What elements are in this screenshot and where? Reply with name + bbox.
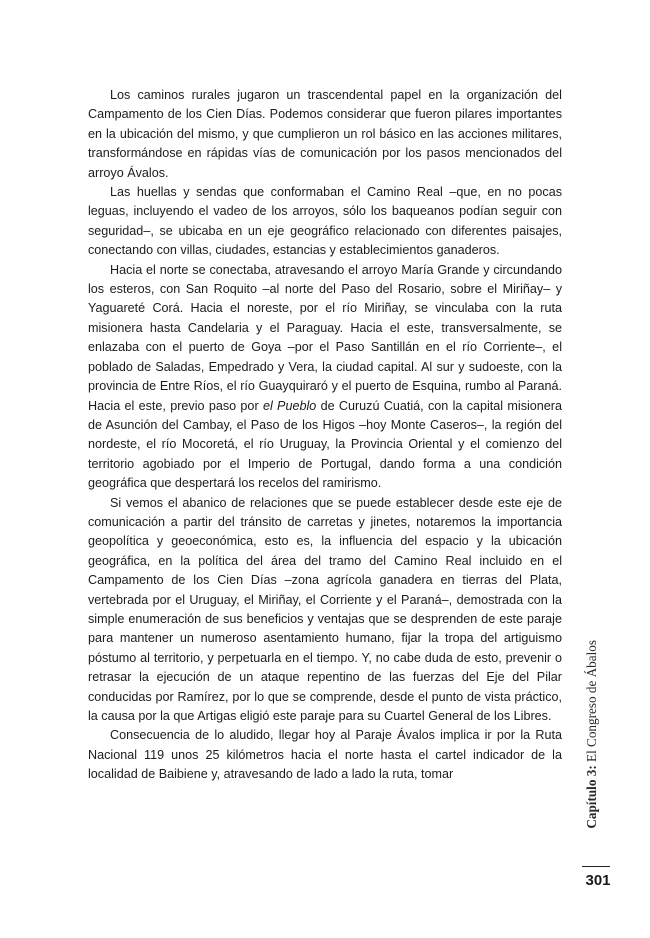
running-header	[576, 640, 600, 860]
paragraph-3-italic: el Pueblo	[262, 398, 317, 413]
page-number-rule	[582, 866, 610, 867]
running-header-text	[580, 640, 604, 860]
paragraph-4: Si vemos el abanico de relaciones que se puede establecer desde este eje de comunicación a partir del tránsito de carretas y jinetes, notaremos la importancia geopolítica y geoeconómica, esto es, la influencia del espacio y la ubicación geográfica, en la política del área del tramo del Camino Real incluido en el Campamento de los Cien Días –zona agrícola ganadera en tierras del Plata, vertebrada por el Uruguay, el Miriñay, el Corriente y el Paraná–, demostrada con la simple enumeración de sus beneficios y ventajas que se desprenden de este paraje para mantener un numeroso asentamiento humano, fijar la tropa del artiguismo póstumo al territorio, y perpetuarla en el tiempo. Y, no cabe duda de esto, prevenir o retrasar la ejecución de un ataque repentino de las fuerzas del Eje del Pilar conducidas por Ramírez, por lo que se comprende, desde el punto de vista práctico, la causa por la que Artigas eligió este paraje para su Cuartel General de los Libres.	[88, 495, 562, 723]
paragraph-3	[88, 261, 562, 494]
paragraph-3-text-a: Hacia el norte se conectaba, atravesando el arroyo María Grande y circundando los esteros, con San Roquito –al norte del Paso del Rosario, sobre el Miriñay– y Yaguareté Corá. Hacia el noreste, por el río Miriñay, se vinculaba con la ruta misionera hasta Candelaria y el Paraguay. Hacia el este, transversalmente, se enlazaba con el puerto de Goya –por el Paso Santillán en el río Corriente–, el poblado de Saladas, Empedrado y Vera, la ciudad capital. Al sur y sudoeste, con la provincia de Entre Ríos, el río Guayquiraró y el puerto de Esquina, rumbo al Paraná. Hacia el este, previo paso por	[88, 262, 562, 413]
paragraph-2: Las huellas y sendas que conformaban el Camino Real –que, en no pocas leguas, incluyendo el vadeo de los arroyos, sólo los baqueanos podían seguir con seguridad–, se ubicaba en un eje geográfico relacionado con diferentes paisajes, conectando con villas, ciudades, estancias y establecimientos ganaderos.	[88, 185, 562, 258]
paragraph-3-text-b: de Curuzú Cuatiá, con la capital misionera de Asunción del Cambay, el Paso de los Higos –hoy Monte Caseros–, la región del nordeste, el río Mocoretá, el río Uruguay, la Provincia Oriental y el comienzo del territorio agobiado por el Imperio de Portugal, dando forma a una condición geográfica que despertará los recelos del ramirismo.	[88, 398, 563, 491]
chapter-label: Capítulo 3:	[584, 765, 599, 829]
chapter-title: El Congreso de Ábalos	[584, 640, 599, 766]
paragraph-5: Consecuencia de lo aludido, llegar hoy al Paraje Ávalos implica ir por la Ruta Nacional 119 unos 25 kilómetros hacia el norte hasta el cartel indicador de la localidad de Baibiene y, atravesando de lado a lado la ruta, tomar	[88, 728, 562, 782]
page-number: 301	[585, 872, 611, 889]
paragraph-1: Los caminos rurales jugaron un trascendental papel en la organización del Campamento de los Cien Días. Podemos considerar que fueron pilares importantes en la ubicación del mismo, y que cumplieron un rol básico en las acciones militares, transformándose en rápidas vías de comunicación por los pasos mencionados del arroyo Ávalos.	[88, 88, 562, 180]
page-body-text	[88, 86, 562, 785]
